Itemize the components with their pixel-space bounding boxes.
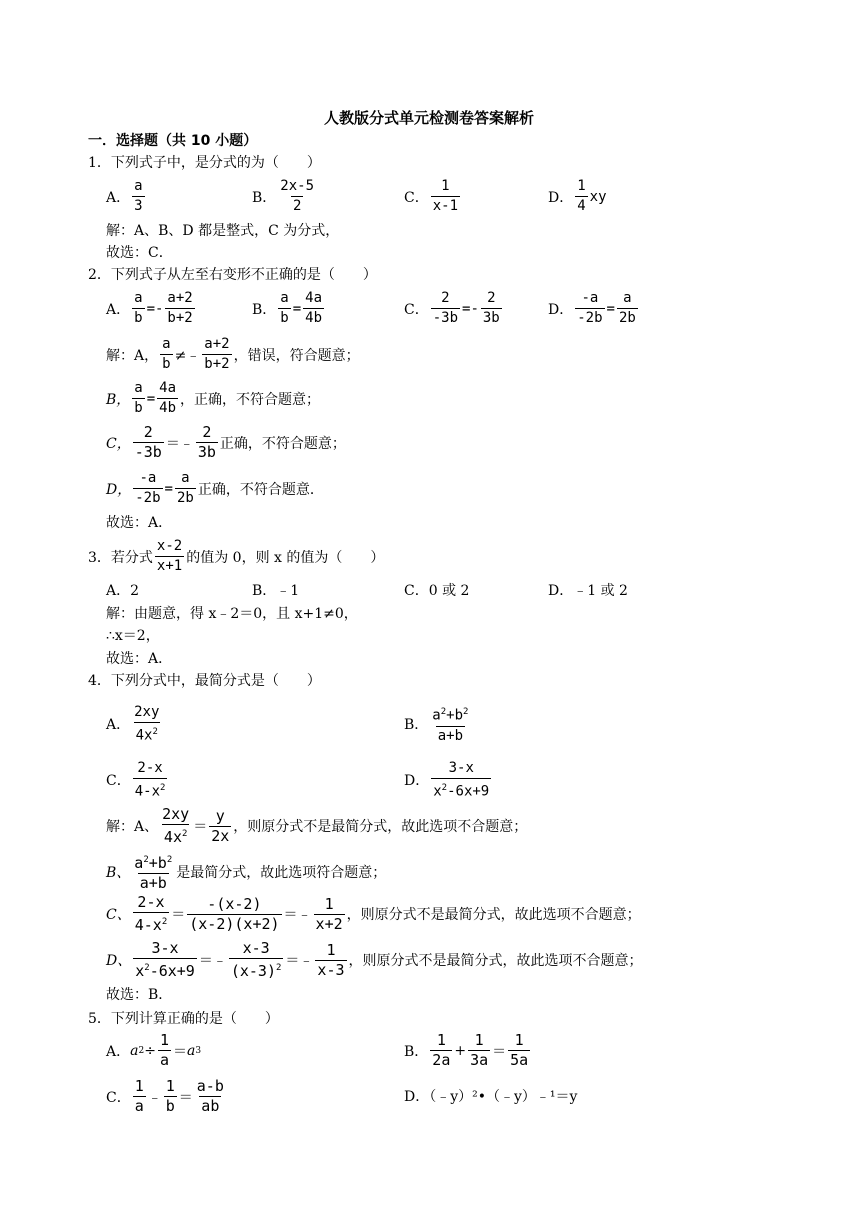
q4-solution-b: B、 $\frac{a^2+b^2}{a+b}$ 是最简分式，故此选项符合题意； — [106, 854, 387, 892]
q2-solution-a: 解：A， $\frac{a}{b}$ ≠﹣ $\frac{a+2}{b+2}$ ，错误，符合题意； — [106, 336, 360, 372]
q4-option-c: C． $\frac{2-x}{4-x^2}$ — [106, 760, 166, 800]
q4-solution-d: D、 $\frac{3-x}{x^2-6x+9}$ ＝﹣ $\frac{x-3}{(x-3)^2}$ ＝﹣ $\frac{1}{x-3}$ ，则原分式不是最简分式，故此选项不合题意； — [106, 939, 643, 980]
q4-solution-a: 解：A、 $\frac{2xy}{4x^2}$ ＝ $\frac{y}{2x}$ ，则原分式不是最简分式，故此选项不合题意； — [106, 805, 528, 846]
page-title: 人教版分式单元检测卷答案解析 — [324, 109, 535, 127]
q3-solution: 解：由题意，得 x﹣2＝0，且 x+1≠0， — [106, 606, 358, 622]
q1-solution: 解：A、B、D 都是整式，C 为分式， — [106, 223, 340, 239]
q3-option-b: B．﹣1 — [252, 583, 300, 599]
q3-option-a: A．2 — [106, 583, 140, 599]
q1-option-b: B． $\frac{2x-5}{2}$ — [252, 178, 315, 214]
q2-option-a: A． $\frac{a}{b}$ =- $\frac{a+2}{b+2}$ — [106, 290, 193, 326]
q3-option-d: D．﹣1 或 2 — [548, 583, 628, 599]
q3-answer: 故选：A． — [106, 651, 173, 667]
q5-option-a: A． a 2 ÷ $\frac{1}{a}$ ＝ a 3 — [106, 1031, 202, 1069]
q3-option-c: C．0 或 2 — [404, 583, 470, 599]
q3-solution-2: ∴x＝2， — [106, 628, 160, 644]
q5-option-c: C． $\frac{1}{a}$ ﹣ $\frac{1}{b}$ ＝ $\frac{a-b}{ab}$ — [106, 1077, 224, 1115]
q2-option-b: B． $\frac{a}{b}$ = $\frac{4a}{4b}$ — [252, 290, 323, 326]
q5-option-d: D．（﹣y）²•（﹣y）﹣¹＝y — [404, 1089, 578, 1105]
q3-stem: 3．若分式 $\frac{x-2}{x+1}$ 的值为 0，则 x 的值为（ ） — [88, 538, 385, 574]
q2-solution-c: C， $\frac{2}{-3b}$ ＝﹣ $\frac{2}{3b}$ 正确，不符合题意； — [106, 423, 346, 461]
q1-stem: 1．下列式子中，是分式的为（ ） — [88, 155, 321, 171]
q2-solution-d: D， $\frac{-a}{-2b}$ = $\frac{a}{2b}$ 正确，不符合题意． — [106, 470, 324, 506]
q2-solution-b: B， $\frac{a}{b}$ = $\frac{4a}{4b}$ ，正确，不符合题意； — [106, 380, 321, 416]
q2-option-d: D． $\frac{-a}{-2b}$ = $\frac{a}{2b}$ — [548, 290, 636, 326]
q4-stem: 4．下列分式中，最简分式是（ ） — [88, 673, 321, 689]
q4-answer: 故选：B． — [106, 987, 173, 1003]
q2-option-c: C． $\frac{2}{-3b}$ =- $\frac{2}{3b}$ — [404, 290, 500, 326]
q1-option-a: A． $\frac{a}{3}$ — [106, 178, 143, 214]
section-heading: 一．选择题（共 10 小题） — [88, 133, 258, 149]
q5-option-b: B． $\frac{1}{2a}$ + $\frac{1}{3a}$ ＝ $\frac{1}{5a}$ — [404, 1031, 529, 1069]
q2-answer: 故选：A． — [106, 515, 173, 531]
q4-option-d: D． $\frac{3-x}{x^2-6x+9}$ — [404, 760, 490, 800]
q1-option-d: D． $\frac{1}{4}$ xy — [548, 178, 607, 214]
q4-solution-c: C、 $\frac{2-x}{4-x^2}$ ＝ $\frac{-(x-2)}{(x-2)(x+2)}$ ＝﹣ $\frac{1}{x+2}$ ，则原分式不是最简分式，故此选项不合题意； — [106, 893, 641, 934]
q5-stem: 5．下列计算正确的是（ ） — [88, 1011, 279, 1027]
q2-stem: 2．下列式子从左至右变形不正确的是（ ） — [88, 267, 377, 283]
q4-option-b: B． $\frac{a^2+b^2}{a+b}$ — [404, 707, 469, 744]
q1-answer: 故选：C． — [106, 245, 173, 261]
q1-option-c: C． $\frac{1}{x-1}$ — [404, 178, 459, 214]
q4-option-a: A． $\frac{2xy}{4x^2}$ — [106, 704, 160, 744]
